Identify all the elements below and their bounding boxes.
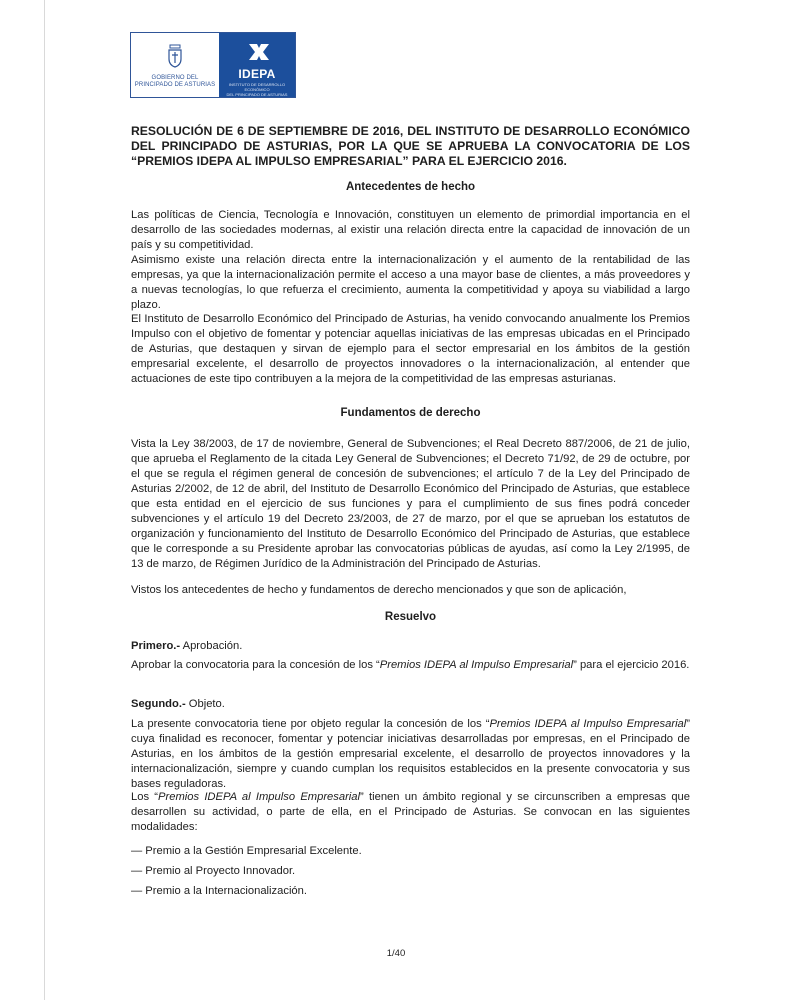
primero-label: Primero.-: [131, 640, 181, 652]
antecedentes-paragraph-2: Asimismo existe una relación directa entre la internacionalización y el aumento de la rentabilidad de las empresas, ya que la internacionalización permite el acceso a una mayor base de clientes, a más proveedores y a nuevas tecnologías, lo que refuerza el crecimiento, aumenta la competitividad y apoya su viabilidad a largo plazo.: [131, 254, 690, 311]
gov-logo-line-1: GOBIERNO DEL: [151, 75, 199, 81]
segundo-p2-text-a: Los “: [131, 791, 159, 803]
antecedentes-paragraph-3: El Instituto de Desarrollo Económico del Principado de Asturias, ha venido convocando anualmente los Premios Impulso con el objetivo de fomentar y potenciar aquellas iniciativas de las empresas ubicadas en el Principado de Asturias, que destaquen y sirvan de ejemplo para el sector empresarial en los ámbitos de la gestión empresarial excelente, el desarrollo de proyectos innovadores o la internacionalización, al entender que actuaciones de este tipo contribuyen a la mejora de la competitividad de las empresas asturianas.: [131, 313, 690, 385]
page-edge: [44, 0, 45, 1000]
segundo-title: Objeto.: [185, 698, 225, 710]
idepa-subtitle: [223, 82, 291, 97]
heading-antecedentes: Antecedentes de hecho: [345, 181, 476, 193]
antecedentes-paragraph-1: Las políticas de Ciencia, Tecnología e Innovación, constituyen un elemento de primordial importancia en el desarrollo de las sociedades modernas, al existir una relación directa entre la capacidad de innovación de un país y su competitividad.: [131, 209, 690, 251]
crest-icon: [166, 43, 184, 69]
government-logo-text: [131, 75, 219, 89]
heading-fundamentos: Fundamentos de derecho: [340, 407, 481, 419]
primero-text-em: Premios IDEPA al Impulso Empresarial: [379, 659, 574, 671]
primero-text-b: ” para el ejercicio 2016.: [573, 659, 690, 671]
segundo-paragraph-1: [131, 717, 690, 792]
primero-heading: [131, 640, 242, 652]
government-logo: [131, 33, 219, 97]
idepa-mark-icon: [247, 40, 271, 64]
primero-text-a: Aprobar la convocatoria para la concesión de los “: [131, 659, 380, 671]
segundo-p2-text-em: Premios IDEPA al Impulso Empresarial: [158, 791, 361, 803]
idepa-logo: [219, 33, 295, 97]
idepa-sub-line-2: DEL PRINCIPADO DE ASTURIAS: [226, 92, 288, 97]
primero-title: Aprobación.: [180, 640, 243, 652]
segundo-label: Segundo.-: [131, 698, 186, 710]
document-title: RESOLUCIÓN DE 6 DE SEPTIEMBRE DE 2016, DEL INSTITUTO DE DESARROLLO ECONÓMICO DEL PRINCIPADO DE ASTURIAS, POR LA QUE SE APRUEBA LA CONVOCATORIA DE LOS “PREMIOS IDEPA AL IMPULSO EMPRESARIAL” PARA EL EJERCICIO 2016.: [131, 124, 690, 168]
page-number: 1/40: [386, 948, 406, 959]
header-logos: [130, 32, 296, 98]
heading-resuelvo: Resuelvo: [384, 611, 437, 623]
segundo-p1-text-a: La presente convocatoria tiene por objeto regular la concesión de los “: [131, 718, 490, 730]
fundamentos-paragraph-2: Vistos los antecedentes de hecho y fundamentos de derecho mencionados y que son de aplicación,: [131, 584, 627, 596]
segundo-p1-text-em: Premios IDEPA al Impulso Empresarial: [489, 718, 687, 730]
idepa-brand: IDEPA: [238, 67, 276, 81]
segundo-heading: [131, 698, 225, 710]
segundo-p1-text-b: ” cuya finalidad es reconocer, fomentar y potenciar iniciativas desarrolladas por empresas, en el Principado de Asturias, en los ámbitos de la gestión empresarial excelente, el desarrollo de proyectos innovadores y la internacionalización, siempre y cuando cumplan los requisitos establecidos en la presente convocatoria y sus bases reguladoras.: [131, 718, 690, 790]
modalidad-item: — Premio a la Internacionalización.: [131, 885, 307, 897]
fundamentos-paragraph-1: Vista la Ley 38/2003, de 17 de noviembre, General de Subvenciones; el Real Decreto 887/2006, de 21 de julio, que aprueba el Reglamento de la citada Ley General de Subvenciones; el Decreto 71/92, de 29 de octubre, por el que se regula el régimen general de concesión de subvenciones; el artículo 7 de la Ley del Principado de Asturias 2/2002, de 12 de abril, del Instituto de Desarrollo Económico del Principado de Asturias, que establece que esta entidad en el ejercicio de sus funciones y para el cumplimiento de sus fines podrá conceder subvenciones y el artículo 19 del Decreto 23/2003, de 27 de marzo, por el que se aprueban los estatutos de organización y funcionamiento del Instituto de Desarrollo Económico del Principado de Asturias, que establece que le corresponde a su Presidente aprobar las convocatorias públicas de ayudas, así como la Ley 2/1995, de 13 de marzo, de Régimen Jurídico de la Administración del Principado de Asturias.: [131, 438, 690, 570]
modalidad-item: — Premio a la Gestión Empresarial Excelente.: [131, 845, 362, 857]
gov-logo-line-2: PRINCIPADO DE ASTURIAS: [134, 82, 216, 88]
idepa-sub-line-1: INSTITUTO DE DESARROLLO ECONÓMICO: [228, 82, 286, 92]
primero-paragraph: [131, 658, 690, 673]
segundo-paragraph-2: [131, 790, 690, 835]
segundo-p2-text-b: ” tienen un ámbito regional y se circunscriben a empresas que desarrollen su actividad, o parte de ella, en el Principado de Asturias. Se convocan en las siguientes modalidades:: [131, 791, 691, 833]
modalidad-item: — Premio al Proyecto Innovador.: [131, 865, 296, 877]
